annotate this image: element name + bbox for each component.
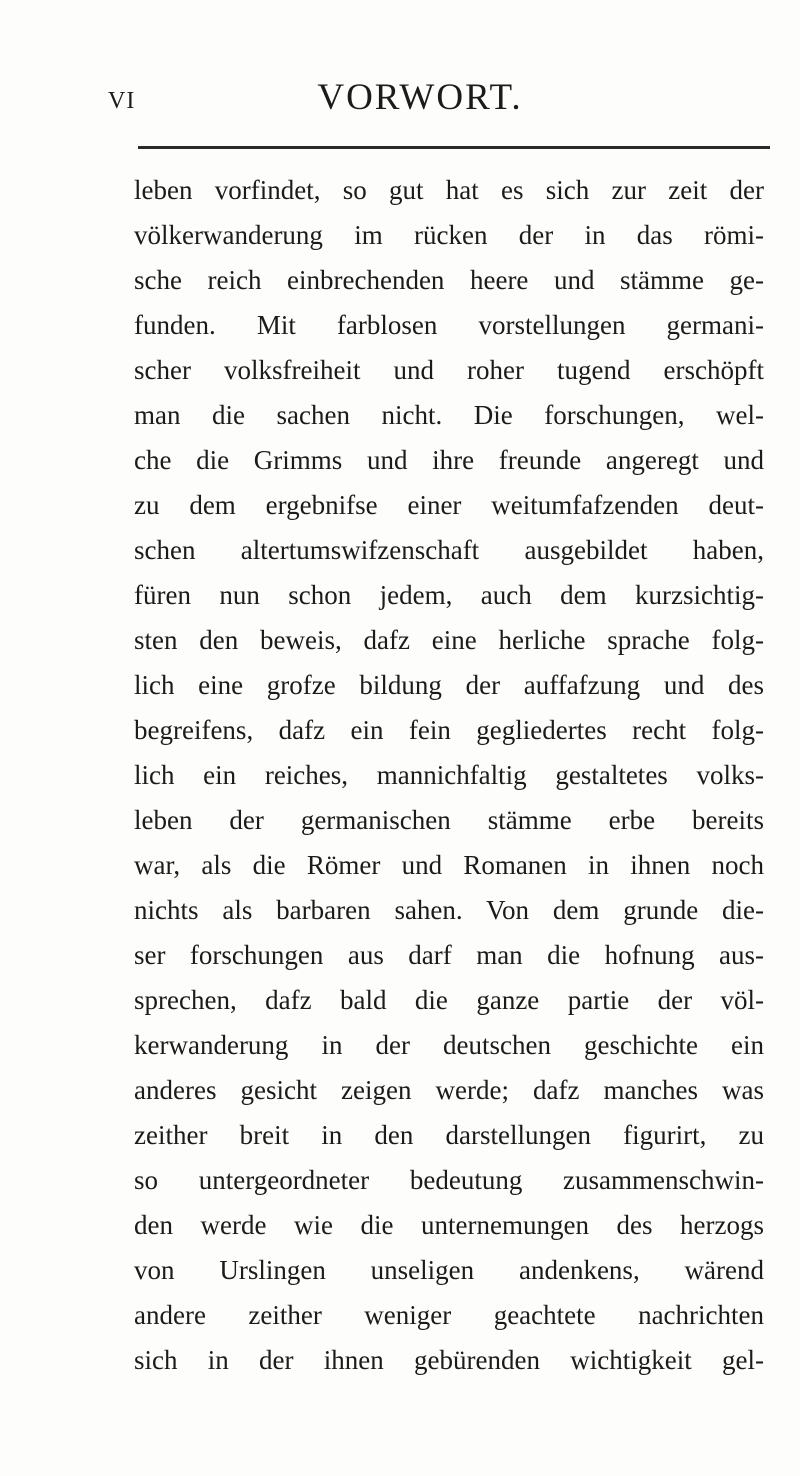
text-line: leben der germanischen stämme erbe bereits xyxy=(134,805,764,835)
text-line: so untergeordneter bedeutung zusammenschwin- xyxy=(134,1165,764,1195)
running-head: VORWORT. xyxy=(317,77,523,118)
text-line: funden. Mit farblosen vorstellungen germani- xyxy=(134,310,764,340)
text-line: sprechen, dafz bald die ganze partie der völ- xyxy=(134,985,764,1015)
text-line: man die sachen nicht. Die forschungen, wel- xyxy=(134,400,764,430)
text-line: anderes gesicht zeigen werde; dafz manches was xyxy=(134,1075,764,1105)
text-line: zu dem ergebnifse einer weitumfafzenden deut- xyxy=(134,490,764,520)
text-line: kerwanderung in der deutschen geschichte ein xyxy=(134,1030,764,1060)
text-line: che die Grimms und ihre freunde angeregt und xyxy=(134,445,764,475)
page-number: VI xyxy=(108,88,136,114)
text-line: sche reich einbrechenden heere und stämme ge- xyxy=(134,265,764,295)
body-text xyxy=(134,168,764,1383)
text-line: von Urslingen unseligen andenkens, wärend xyxy=(134,1255,764,1285)
text-line: völkerwanderung im rücken der in das römi- xyxy=(134,220,764,250)
text-line: zeither breit in den darstellungen figurirt, zu xyxy=(134,1120,764,1150)
text-line: den werde wie die unternemungen des herzogs xyxy=(134,1210,764,1240)
text-line: scher volksfreiheit und roher tugend erschöpft xyxy=(134,355,764,385)
text-line: lich ein reiches, mannichfaltig gestaltetes volks- xyxy=(134,760,764,790)
text-line: nichts als barbaren sahen. Von dem grunde die- xyxy=(134,895,764,925)
text-line: leben vorfindet, so gut hat es sich zur zeit der xyxy=(134,175,764,205)
header-rule xyxy=(138,146,770,149)
text-line: sten den beweis, dafz eine herliche sprache folg- xyxy=(134,625,764,655)
text-line: andere zeither weniger geachtete nachrichten xyxy=(134,1300,764,1330)
text-line: sich in der ihnen gebürenden wichtigkeit gel- xyxy=(134,1345,764,1375)
text-line: begreifens, dafz ein fein gegliedertes recht folg- xyxy=(134,715,764,745)
text-line: schen altertumswifzenschaft ausgebildet haben, xyxy=(134,535,764,565)
text-line: füren nun schon jedem, auch dem kurzsichtig- xyxy=(134,580,764,610)
text-line: lich eine grofze bildung der auffafzung und des xyxy=(134,670,764,700)
text-line: war, als die Römer und Romanen in ihnen noch xyxy=(134,850,764,880)
text-line: ser forschungen aus darf man die hofnung aus- xyxy=(134,940,764,970)
